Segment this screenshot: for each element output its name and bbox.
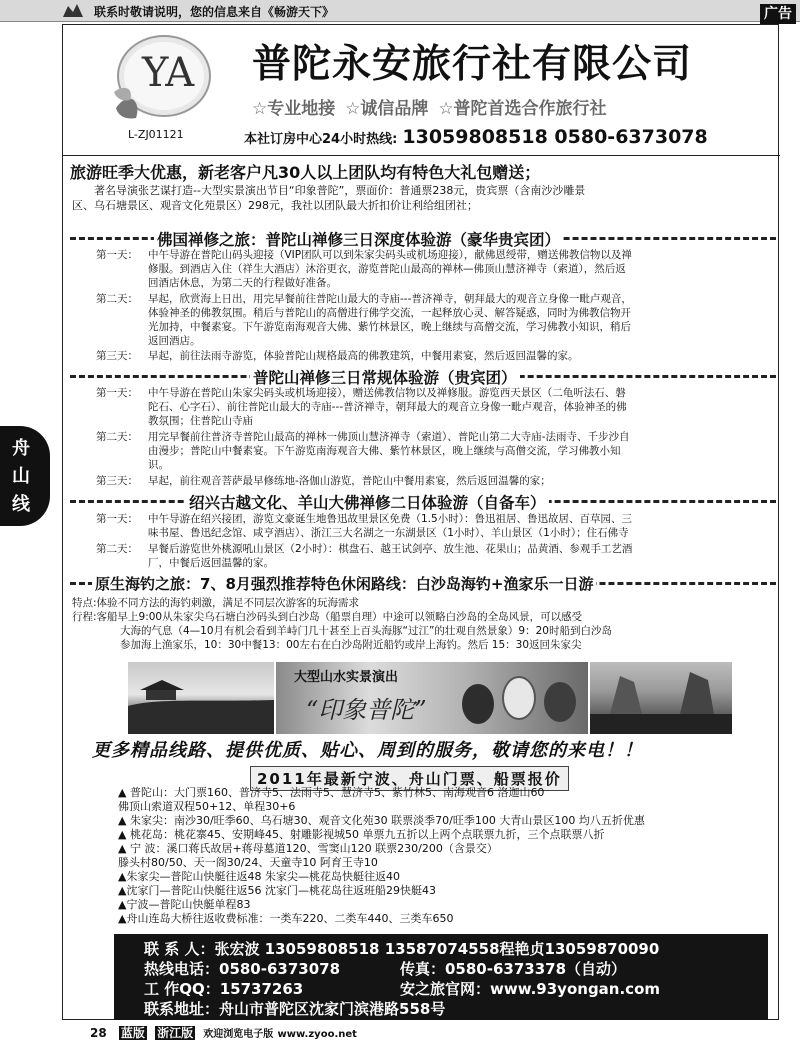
day-line: 回酒店休息，为第二天的行程做好准备。 — [148, 277, 337, 289]
price-row: 滕头村80/50、天一阁30/24、天童寺10 阿育王寺10 — [118, 856, 378, 869]
region-side-tab — [0, 426, 50, 526]
rock-icon — [590, 662, 732, 734]
day-line: 早起，欣赏海上日出，用完早餐前往普陀山最大的寺庙---普济禅寺，朝拜最大的观音立身像一毗卢观音， — [148, 293, 632, 305]
price-row: ▲ 桃花岛：桃花寨45、安期峰45、射雕影视城50 单票九五折以上两个点联票九折，三个点联票八折 — [118, 828, 605, 841]
tour4-title: 原生海钓之旅：7、8月强烈推荐特色休闲路线：白沙岛海钓+渔家乐一日游 — [92, 573, 596, 594]
side-char-3: 线 — [12, 494, 30, 515]
day-line: 用完早餐前往普济寺普陀山最高的禅林一佛顶山慧济禅寺（索道）、普陀山第二大寺庙-法雨寺、千步沙自 — [148, 431, 630, 443]
promo-line-2: 区、乌石塘景区、观音文化苑景区）298元，我社以团队最大折扣价让利给组团社； — [72, 198, 478, 212]
day-label: 第二天： — [96, 543, 138, 555]
day-line: 体验神圣的佛教氛围。稍后与普陀山的高僧进行佛学交流，一起释放心灵、解答疑惑，同时为佛教信物开 — [148, 307, 631, 319]
tour3-title: 绍兴古越文化、羊山大佛禅修二日体验游（自备车） — [186, 491, 549, 513]
day-text — [148, 248, 774, 290]
performer-avatars — [456, 672, 586, 734]
pavilion-icon — [128, 662, 274, 734]
header-divider — [62, 155, 780, 156]
poster-script: “印象普陀” — [306, 696, 427, 724]
company-name: 普陀永安旅行社有限公司 — [252, 42, 693, 87]
avatar — [502, 676, 536, 720]
day-line: 中午导游在普陀山码头迎接（VIP团队可以到朱家尖码头或机场迎接），献佛恩绶带，赠送佛教信物以及禅 — [148, 249, 632, 261]
day-label: 第三天： — [96, 350, 138, 362]
footer-note: 欢迎浏览电子版 — [203, 1029, 274, 1040]
tour1-title: 佛国禅修之旅：普陀山禅修三日深度体验游（豪华贵宾团） — [154, 228, 563, 250]
day-text — [148, 386, 774, 428]
day-label: 第一天： — [96, 249, 138, 261]
contact-person[interactable]: 联 系 人：张宏波 13059808518 13587074558程艳贞13059870090 — [144, 940, 660, 958]
contact-panel — [114, 934, 768, 1020]
price-row: ▲ 普陀山：大门票160、普济寺5、法雨寺5、慧济寺5、紫竹林5、南海观音6 洛迦山60 — [118, 786, 545, 799]
contact-address: 联系地址：舟山市普陀区沈家门滨港路558号 — [144, 1000, 446, 1018]
rock-lake-photo — [590, 662, 732, 734]
work-qq[interactable]: 工 作QQ：15737263 — [144, 980, 304, 998]
license-number: L-ZJ01121 — [128, 128, 184, 141]
top-notice-bar — [0, 0, 800, 22]
edition-badge-blue: 蓝版 — [120, 1026, 145, 1040]
side-char-1: 舟 — [12, 438, 30, 459]
day-label: 第一天： — [96, 513, 138, 525]
day-label: 第三天： — [96, 475, 138, 487]
day-line: 识。 — [148, 459, 169, 471]
fax-number: 传真：0580-6373378（自动） — [400, 960, 627, 978]
tour3-heading — [70, 491, 776, 511]
day-line: 味书屋、鲁迅纪念馆、咸亨酒店）、浙江三大名湖之一东湖景区（1小时）、羊山景区（1小时）；住石佛寺 — [148, 527, 629, 539]
hotline-number[interactable]: 13059808518 0580-6373078 — [402, 126, 708, 148]
day-line: 陀石、心字石）、前往普陀山最大的寺庙---普济禅寺，朝拜最大的观音立身像一毗卢观音，体验神圣的佛 — [148, 401, 627, 413]
day-text — [148, 292, 774, 348]
promo-headline: 旅游旺季大优惠，新老客户凡30人以上团队均有特色大礼包赠送； — [70, 163, 541, 182]
tour4-line: 行程:客船早上9:00从朱家尖乌石塘白沙码头到白沙岛（船票自理）中途可以领略白沙岛的全岛风景，可以感受 — [72, 611, 583, 623]
day-line: 由漫步；普陀山中餐素宴。下午游览南海观音大佛、紫竹林景区，晚上继续与高僧交流，学习佛教小知 — [148, 445, 621, 457]
tour4-feature: 特点:体验不同方法的海钓刺激，满足不同层次游客的玩海需求 — [72, 597, 360, 609]
day-text — [148, 512, 774, 540]
pavilion-photo — [128, 662, 274, 734]
edition-badge-zhejiang: 浙江版 — [157, 1026, 194, 1040]
price-row: ▲沈家门—普陀山快艇往返56 沈家门—桃花岛往返班船29快艇43 — [118, 884, 436, 897]
poster-caption: 大型山水实景演出 — [294, 670, 399, 685]
tour1-heading — [70, 228, 776, 248]
price-list-title: 2011年最新宁波、舟山门票、船票报价 — [250, 766, 569, 791]
price-row: ▲宁波—普陀山快艇单程83 — [118, 898, 251, 911]
price-row: ▲朱家尖—普陀山快艇往返48 朱家尖—桃花岛快艇往返40 — [118, 870, 400, 883]
ad-tag: 广告 — [760, 4, 796, 24]
company-slogan: ☆专业地接 ☆诚信品牌 ☆普陀首选合作旅行社 — [252, 99, 607, 119]
service-slogan: 更多精品线路、提供优质、贴心、周到的服务，敬请您的来电！！ — [92, 740, 643, 761]
price-row: ▲舟山连岛大桥往返收费标准：一类车220、二类车440、三类车650 — [118, 912, 454, 925]
company-logo — [108, 30, 218, 125]
tour2-heading — [70, 366, 776, 386]
page-footer — [90, 1024, 357, 1041]
day-line: 修服。到酒店入住（祥生大酒店）沐浴更衣，游览普陀山最高的禅林—佛顶山慧济禅寺（索道），然后返 — [148, 263, 626, 275]
avatar — [544, 682, 576, 722]
logo-text: YA — [142, 50, 195, 96]
day-line: 光加持，中餐素宴。下午游览南海观音大佛、紫竹林景区，晚上继续与高僧交流，学习佛教小知识，稍后 — [148, 321, 631, 333]
tour2-title: 普陀山禅修三日常规体验游（贵宾团） — [250, 366, 520, 388]
price-row: ▲ 朱家尖：南沙30/旺季60、乌石塘30、观音文化苑30 联票淡季70/旺季100 大青山景区100 均八五折优惠 — [118, 814, 645, 827]
day-line: 中午导游在普陀山朱家尖码头或机场迎接），赠送佛教信物以及禅修服。游览西天景区（二龟听法石、磐 — [148, 387, 626, 399]
day-line: 早起，前往法雨寺游览，体验普陀山规格最高的佛教建筑，中餐用素宴，然后返回温馨的家。 — [148, 350, 579, 362]
day-line: 早起，前往观音菩萨最早修练地-洛伽山游览，普陀山中餐用素宴，然后返回温馨的家； — [148, 475, 551, 487]
price-row: 佛顶山索道双程50+12、单程30+6 — [118, 800, 296, 813]
magazine-logo-icon — [62, 3, 84, 18]
day-label: 第一天： — [96, 387, 138, 399]
day-line: 教氛围；住普陀山寺庙 — [148, 415, 253, 427]
avatar — [462, 684, 494, 724]
promo-line-1: 著名导演张艺谋打造--大型实景演出节目“印象普陀”，票面价：普通票238元，贵宾票（含南沙沙雕景 — [94, 184, 586, 197]
day-text — [148, 430, 774, 472]
tour4-body — [72, 596, 772, 652]
day-label: 第二天： — [96, 431, 138, 443]
tour4-line: 参加海上渔家乐，10：30中餐13：00左右在白沙岛附近船钓或岸上海钓。然后 15：30返回朱家尖 — [120, 639, 582, 651]
day-line: 返回酒店。 — [148, 335, 201, 347]
hotline-label: 本社订房中心24小时热线: — [244, 132, 398, 147]
source-notice: 联系时敬请说明，您的信息来自《畅游天下》 — [94, 5, 335, 19]
price-row: ▲ 宁 波：溪口蒋氏故居+蒋母墓道120、雪窦山120 联票230/200（含景交） — [118, 842, 498, 855]
day-label: 第二天： — [96, 293, 138, 305]
show-poster — [276, 662, 588, 734]
footer-url[interactable]: www.zyoo.net — [277, 1029, 357, 1040]
side-char-2: 山 — [12, 466, 30, 487]
day-line: 厂，中餐后返回温馨的家。 — [148, 557, 274, 569]
page-number: 28 — [90, 1026, 107, 1040]
day-text — [148, 349, 774, 363]
tour4-line: 大海的气息（4—10月有机会看到羊峙门几十甚至上百头海豚“过江”的壮观自然景象）9：20时船到白沙岛 — [120, 625, 612, 637]
promo-text — [72, 184, 772, 213]
day-text — [148, 474, 774, 488]
day-text — [148, 542, 774, 570]
official-website[interactable]: 安之旅官网：www.93yongan.com — [400, 980, 661, 998]
day-line: 中午导游在绍兴接团，游览文豪诞生地鲁迅故里景区免费（1.5小时）：鲁迅祖居、鲁迅故居、百草园、三 — [148, 513, 632, 525]
tour4-heading — [70, 573, 776, 593]
booking-hotline — [244, 126, 708, 148]
hotline-phone[interactable]: 热线电话：0580-6373078 — [144, 960, 341, 978]
day-line: 早餐后游览世外桃源吼山景区（2小时）：棋盘石、越王试剑亭、放生池、花果山；品黄酒、参观手工艺酒 — [148, 543, 633, 555]
